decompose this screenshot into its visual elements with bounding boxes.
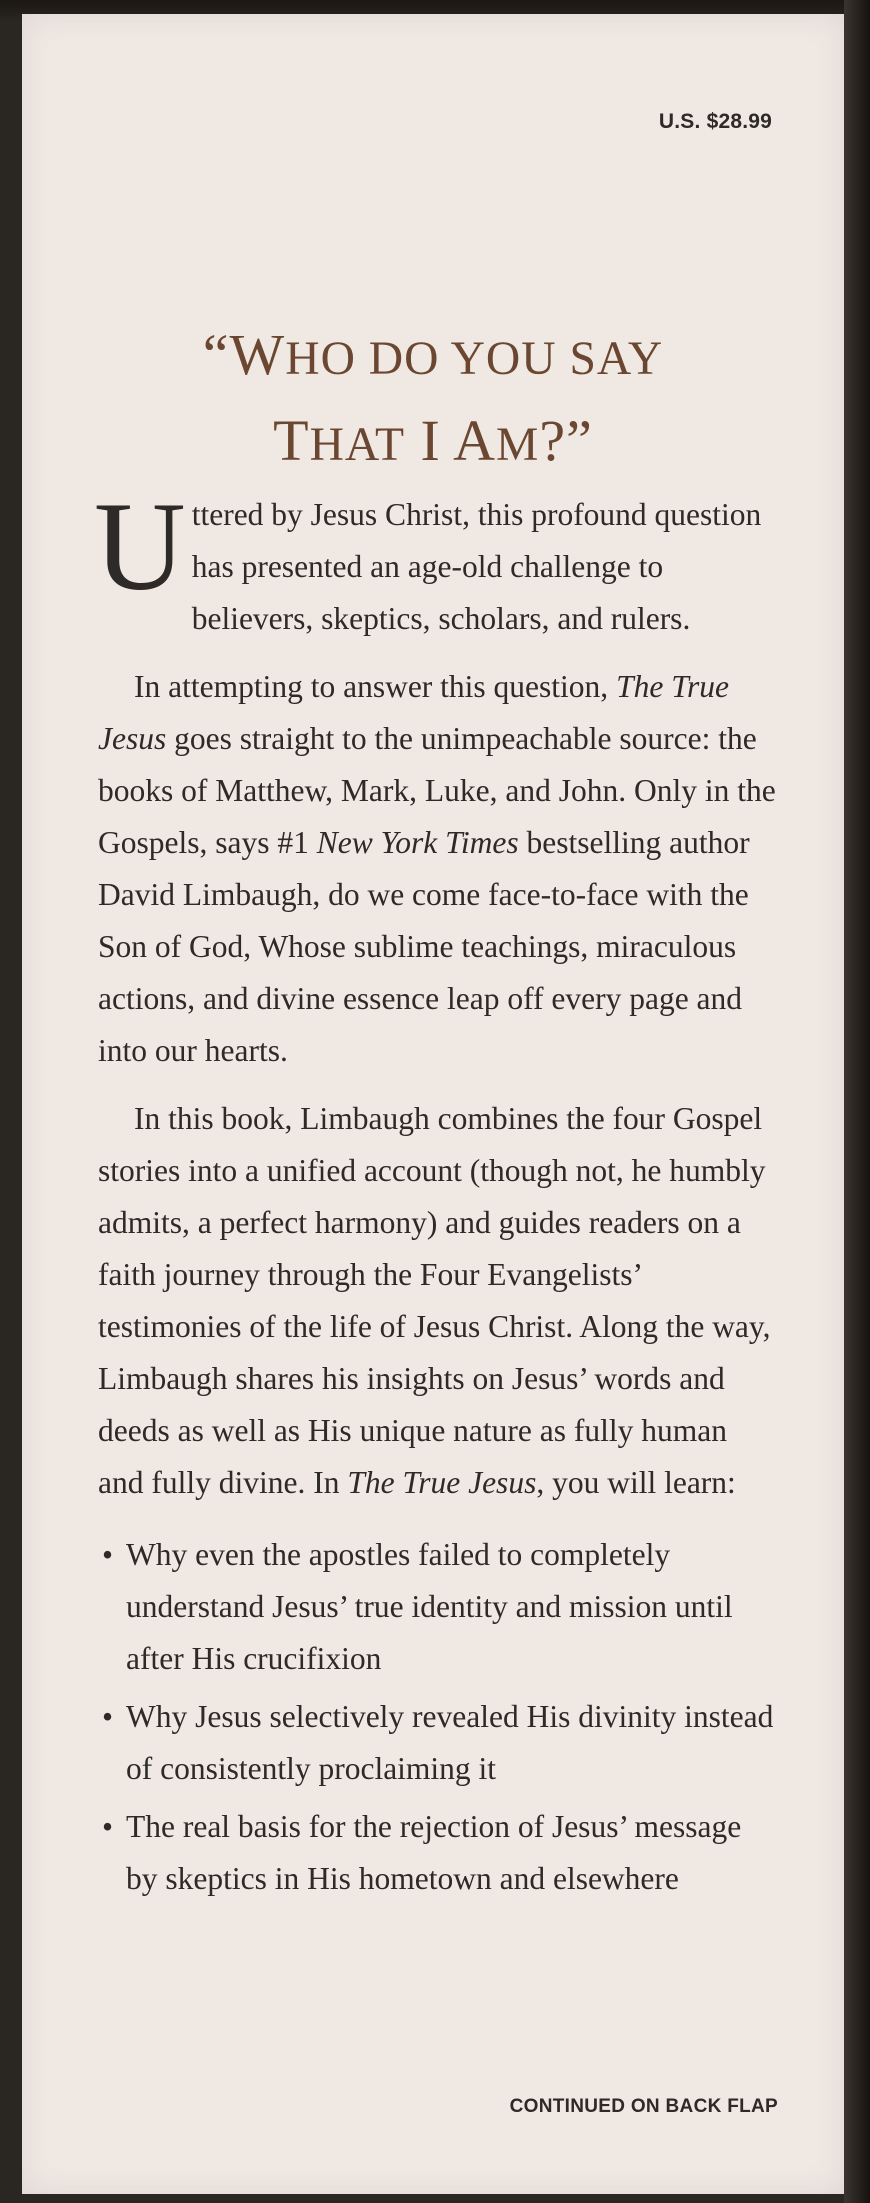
right-edge: [844, 0, 870, 2203]
intro-paragraph: Uttered by Jesus Christ, this profound question has presented an age-old challenge to believers, skeptics, scholars, and rulers.: [94, 477, 762, 636]
list-item: • Why even the apostles failed to completely understand Jesus’ true identity and mission until after His crucifixion: [98, 1529, 778, 1685]
list-item: • Why Jesus selectively revealed His divinity instead of consistently proclaiming it: [98, 1691, 778, 1795]
price-label: U.S. $28.99: [658, 110, 772, 133]
newspaper-title: New York Times: [316, 825, 519, 860]
book-title: The True Jesus: [347, 1465, 537, 1500]
paragraph-3: In this book, Limbaugh combines the four Gospel stories into a unified account (though not, he humbly admits, a perfect harmony) and guides readers on a faith journey through the Four Evangelists’ testimonies of the life of Jesus Christ. Along the way, Limbaugh shares his insights on Jesus’ words and deeds as well as His unique nature as fully human and fully divine. In The True Jesus, you will learn:: [98, 1101, 771, 1500]
flap-body: [94, 477, 778, 1905]
heading-line-1: “WHO DO YOU SAY: [202, 322, 664, 387]
book-flap: [22, 14, 844, 2194]
flap-heading: [22, 314, 844, 486]
list-item: • The real basis for the rejection of Jesus’ message by skeptics in His hometown and elsewhere: [98, 1801, 778, 1905]
learn-list: [98, 1529, 778, 1905]
paragraph-2: In attempting to answer this question, The True Jesus goes straight to the unimpeachable source: the books of Matthew, Mark, Luke, and John. Only in the Gospels, says #1 New York Times bestselling author David Limbaugh, do we come face-to-face with the Son of God, Whose sublime teachings, miraculous actions, and divine essence leap off every page and into our hearts.: [98, 669, 776, 1068]
heading-line-2: THAT I AM?”: [273, 408, 593, 473]
drop-cap: U: [94, 477, 186, 617]
book-title: The True Jesus: [98, 669, 729, 756]
continued-note: CONTINUED ON BACK FLAP: [509, 2096, 778, 2117]
